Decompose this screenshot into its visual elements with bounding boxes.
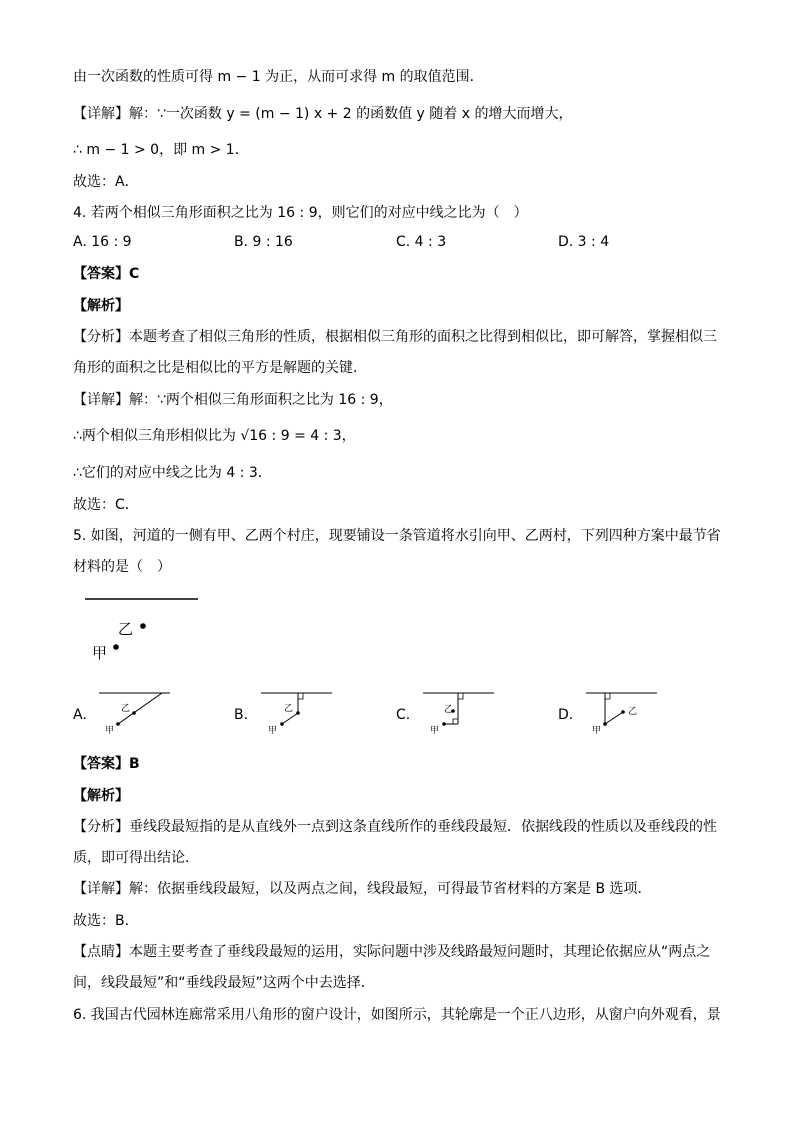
svg-text:甲: 甲: [592, 726, 602, 734]
q4-option-a: A. 16 : 9: [73, 234, 132, 250]
text-line: 材料的是（ ）: [73, 559, 171, 575]
q4-option-c: C. 4 : 3: [396, 234, 447, 250]
text-line: 【详解】解：∵两个相似三角形面积之比为 16 : 9，: [73, 392, 393, 408]
analysis-heading: 【解析】: [73, 298, 129, 314]
village-yi-dot: [140, 623, 146, 629]
option-a-figure: [96, 686, 176, 734]
svg-text:乙: 乙: [121, 704, 131, 714]
village-yi-label: 乙: [118, 620, 134, 638]
question-5: 5. 如图，河道的一侧有甲、乙两个村庄，现要铺设一条管道将水引向甲、乙两村，下列四种方案中最节省: [73, 528, 721, 544]
svg-text:甲: 甲: [430, 726, 440, 734]
text-line: ∴它们的对应中线之比为 4 : 3．: [73, 465, 272, 481]
svg-text:甲: 甲: [268, 726, 278, 734]
text-line: ∴ m − 1 > 0，即 m > 1．: [73, 142, 249, 158]
q5-option-c: C.: [396, 707, 411, 723]
option-b-figure: [258, 686, 338, 734]
question-6: 6. 我国古代园林连廊常采用八角形的窗户设计，如图所示，其轮廓是一个正八边形，从窗户向外观看，景: [73, 1007, 721, 1023]
q5-option-a: A.: [73, 707, 87, 723]
text-line: 【分析】垂线段最短指的是从直线外一点到这条直线所作的垂线段最短．依据线段的性质以及垂线段的性: [73, 819, 717, 835]
text-line: 【详解】解：依据垂线段最短，以及两点之间，线段最短，可得最节省材料的方案是 B 选项．: [73, 881, 652, 897]
q4-option-d: D. 3 : 4: [558, 234, 610, 250]
village-jia-label: 甲: [92, 644, 108, 662]
text-line: 故选：B．: [73, 913, 139, 929]
q5-option-b: B.: [234, 707, 249, 723]
q4-option-b: B. 9 : 16: [234, 234, 293, 250]
text-line: 由一次函数的性质可得 m − 1 为正，从而可求得 m 的取值范围．: [73, 69, 484, 85]
text-line: 【分析】本题考查了相似三角形的性质，根据相似三角形的面积之比得到相似比，即可解答，掌握相似三: [73, 329, 717, 345]
text-line: 角形的面积之比是相似比的平方是解题的关键．: [73, 360, 367, 376]
analysis-heading: 【解析】: [73, 788, 129, 804]
q5-option-d: D.: [558, 707, 574, 723]
svg-text:乙: 乙: [284, 704, 294, 714]
text-line: 【详解】解：∵一次函数 y = (m − 1) x + 2 的函数值 y 随着 x 的增大而增大，: [73, 106, 573, 122]
option-c-figure: [420, 686, 500, 734]
question-4: 4. 若两个相似三角形面积之比为 16 : 9，则它们的对应中线之比为（ ）: [73, 205, 528, 221]
svg-text:乙: 乙: [628, 707, 638, 717]
text-line: 间，线段最短”和“垂线段最短”这两个中去选择．: [73, 975, 375, 991]
text-line: ∴两个相似三角形相似比为 √16 : 9 = 4 : 3，: [73, 428, 356, 444]
text-line: 故选：A．: [73, 174, 139, 190]
svg-text:乙: 乙: [444, 705, 454, 715]
option-d-figure: [583, 686, 663, 734]
svg-text:甲: 甲: [105, 726, 115, 734]
answer-heading: 【答案】B: [73, 756, 140, 772]
text-line: 【点睛】本题主要考查了垂线段最短的运用，实际问题中涉及线路最短问题时，其理论依据应从“两点之: [73, 944, 711, 960]
answer-heading: 【答案】C: [73, 266, 140, 282]
river-villages-figure: [80, 592, 210, 664]
text-line: 故选：C．: [73, 497, 139, 513]
village-jia-dot: [113, 644, 119, 650]
text-line: 质，即可得出结论．: [73, 850, 199, 866]
